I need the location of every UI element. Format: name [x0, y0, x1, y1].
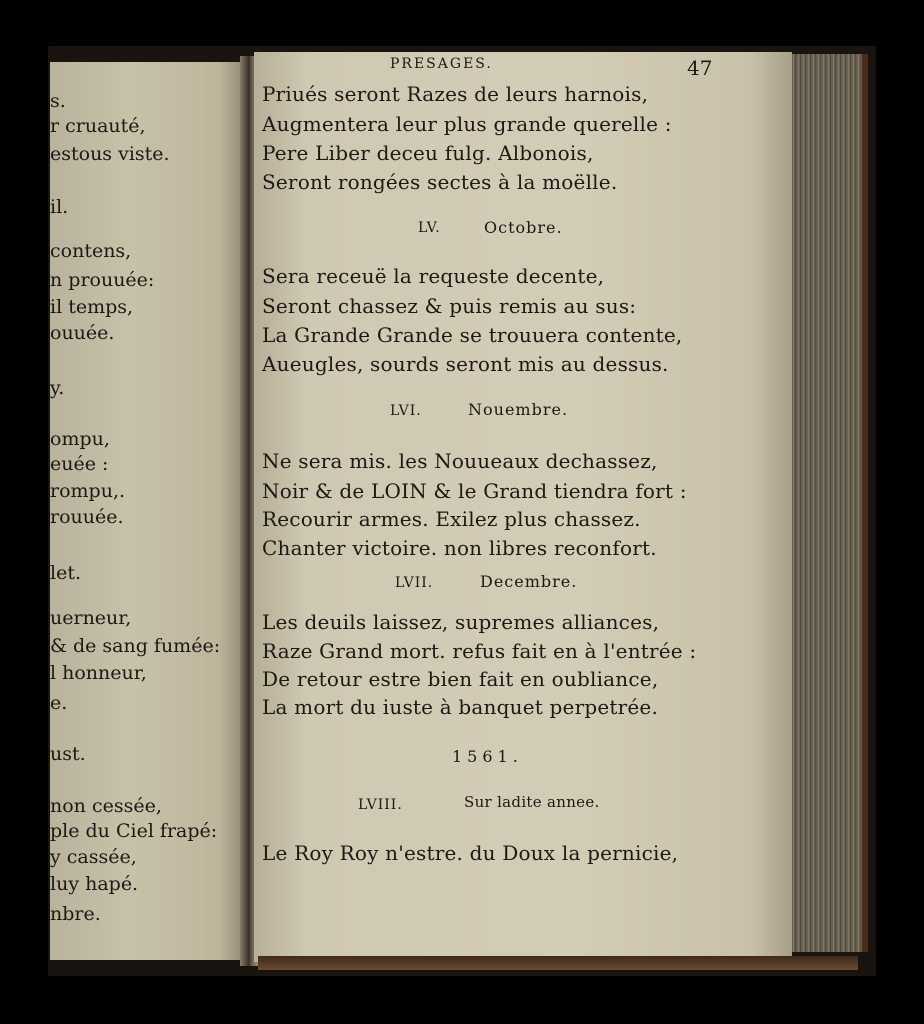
left-page-line: ompu,	[50, 428, 110, 450]
year-heading: 1561.	[452, 747, 523, 766]
left-page-line: y cassée,	[50, 846, 137, 868]
book-cover-edge	[258, 956, 858, 970]
verse-line: Aueugles, sourds seront mis au dessus.	[262, 352, 669, 376]
left-page-line: non cessée,	[50, 795, 162, 817]
verse-line: Seront rongées sectes à la moëlle.	[262, 170, 618, 194]
left-page-line: il.	[50, 196, 69, 218]
left-page-line: & de sang fumée:	[50, 635, 221, 657]
verse-line: Raze Grand mort. refus fait en à l'entrée :	[262, 639, 697, 663]
left-page-line: uerneur,	[50, 607, 132, 629]
verse-line: Sera receuë la requeste decente,	[262, 264, 605, 288]
section-numeral: LVIII.	[358, 797, 403, 813]
left-page-line: s.	[50, 90, 66, 112]
left-page-line: ple du Ciel frapé:	[50, 820, 218, 842]
verse-line: Ne sera mis. les Nouueaux dechassez,	[262, 449, 658, 473]
page-edges	[792, 54, 868, 952]
left-page-line: e.	[50, 692, 68, 714]
section-numeral: LV.	[418, 220, 441, 236]
section-month: Decembre.	[480, 572, 578, 591]
verse-line: De retour estre bien fait en oubliance,	[262, 667, 659, 691]
left-page-line: ust.	[50, 743, 86, 765]
section-numeral: LVI.	[390, 403, 422, 419]
verse-line: La mort du iuste à banquet perpetrée.	[262, 695, 659, 719]
left-page-line: luy hapé.	[50, 873, 139, 895]
section-month: Nouembre.	[468, 400, 569, 419]
verse-line: La Grande Grande se trouuera contente,	[262, 323, 683, 347]
verse-line: Pere Liber deceu fulg. Albonois,	[262, 141, 594, 165]
verse-line: Les deuils laissez, supremes alliances,	[262, 610, 660, 634]
left-page-line: y.	[50, 377, 65, 399]
left-page-line: il temps,	[50, 296, 134, 318]
verse-line: Priués seront Razes de leurs harnois,	[262, 82, 649, 106]
left-page-line: let.	[50, 562, 81, 584]
running-head: PRESAGES.	[390, 56, 493, 72]
section-month: Octobre.	[484, 218, 563, 237]
verse-line: Augmentera leur plus grande querelle :	[262, 112, 672, 136]
left-page-line: rompu,.	[50, 480, 126, 502]
verse-line: Seront chassez & puis remis au sus:	[262, 294, 637, 318]
section-heading: Sur ladite annee.	[464, 793, 600, 811]
verse-line: Noir & de LOIN & le Grand tiendra fort :	[262, 479, 687, 503]
section-numeral: LVII.	[395, 575, 434, 591]
verse-line: Recourir armes. Exilez plus chassez.	[262, 507, 641, 531]
left-page-line: nbre.	[50, 903, 101, 925]
verse-line: Le Roy Roy n'estre. du Doux la pernicie,	[262, 841, 679, 865]
left-page-line: r cruauté,	[50, 115, 146, 137]
page-number: 47	[687, 56, 713, 80]
left-page-line: contens,	[50, 240, 132, 262]
left-page-line: ouuée.	[50, 322, 115, 344]
left-page-line: rouuée.	[50, 506, 124, 528]
verse-line: Chanter victoire. non libres reconfort.	[262, 536, 657, 560]
left-page-line: l honneur,	[50, 662, 147, 684]
left-page-line: n prouuée:	[50, 269, 155, 291]
left-page	[50, 62, 248, 960]
left-page-line: euée :	[50, 453, 109, 475]
left-page-line: estous viste.	[50, 143, 170, 165]
